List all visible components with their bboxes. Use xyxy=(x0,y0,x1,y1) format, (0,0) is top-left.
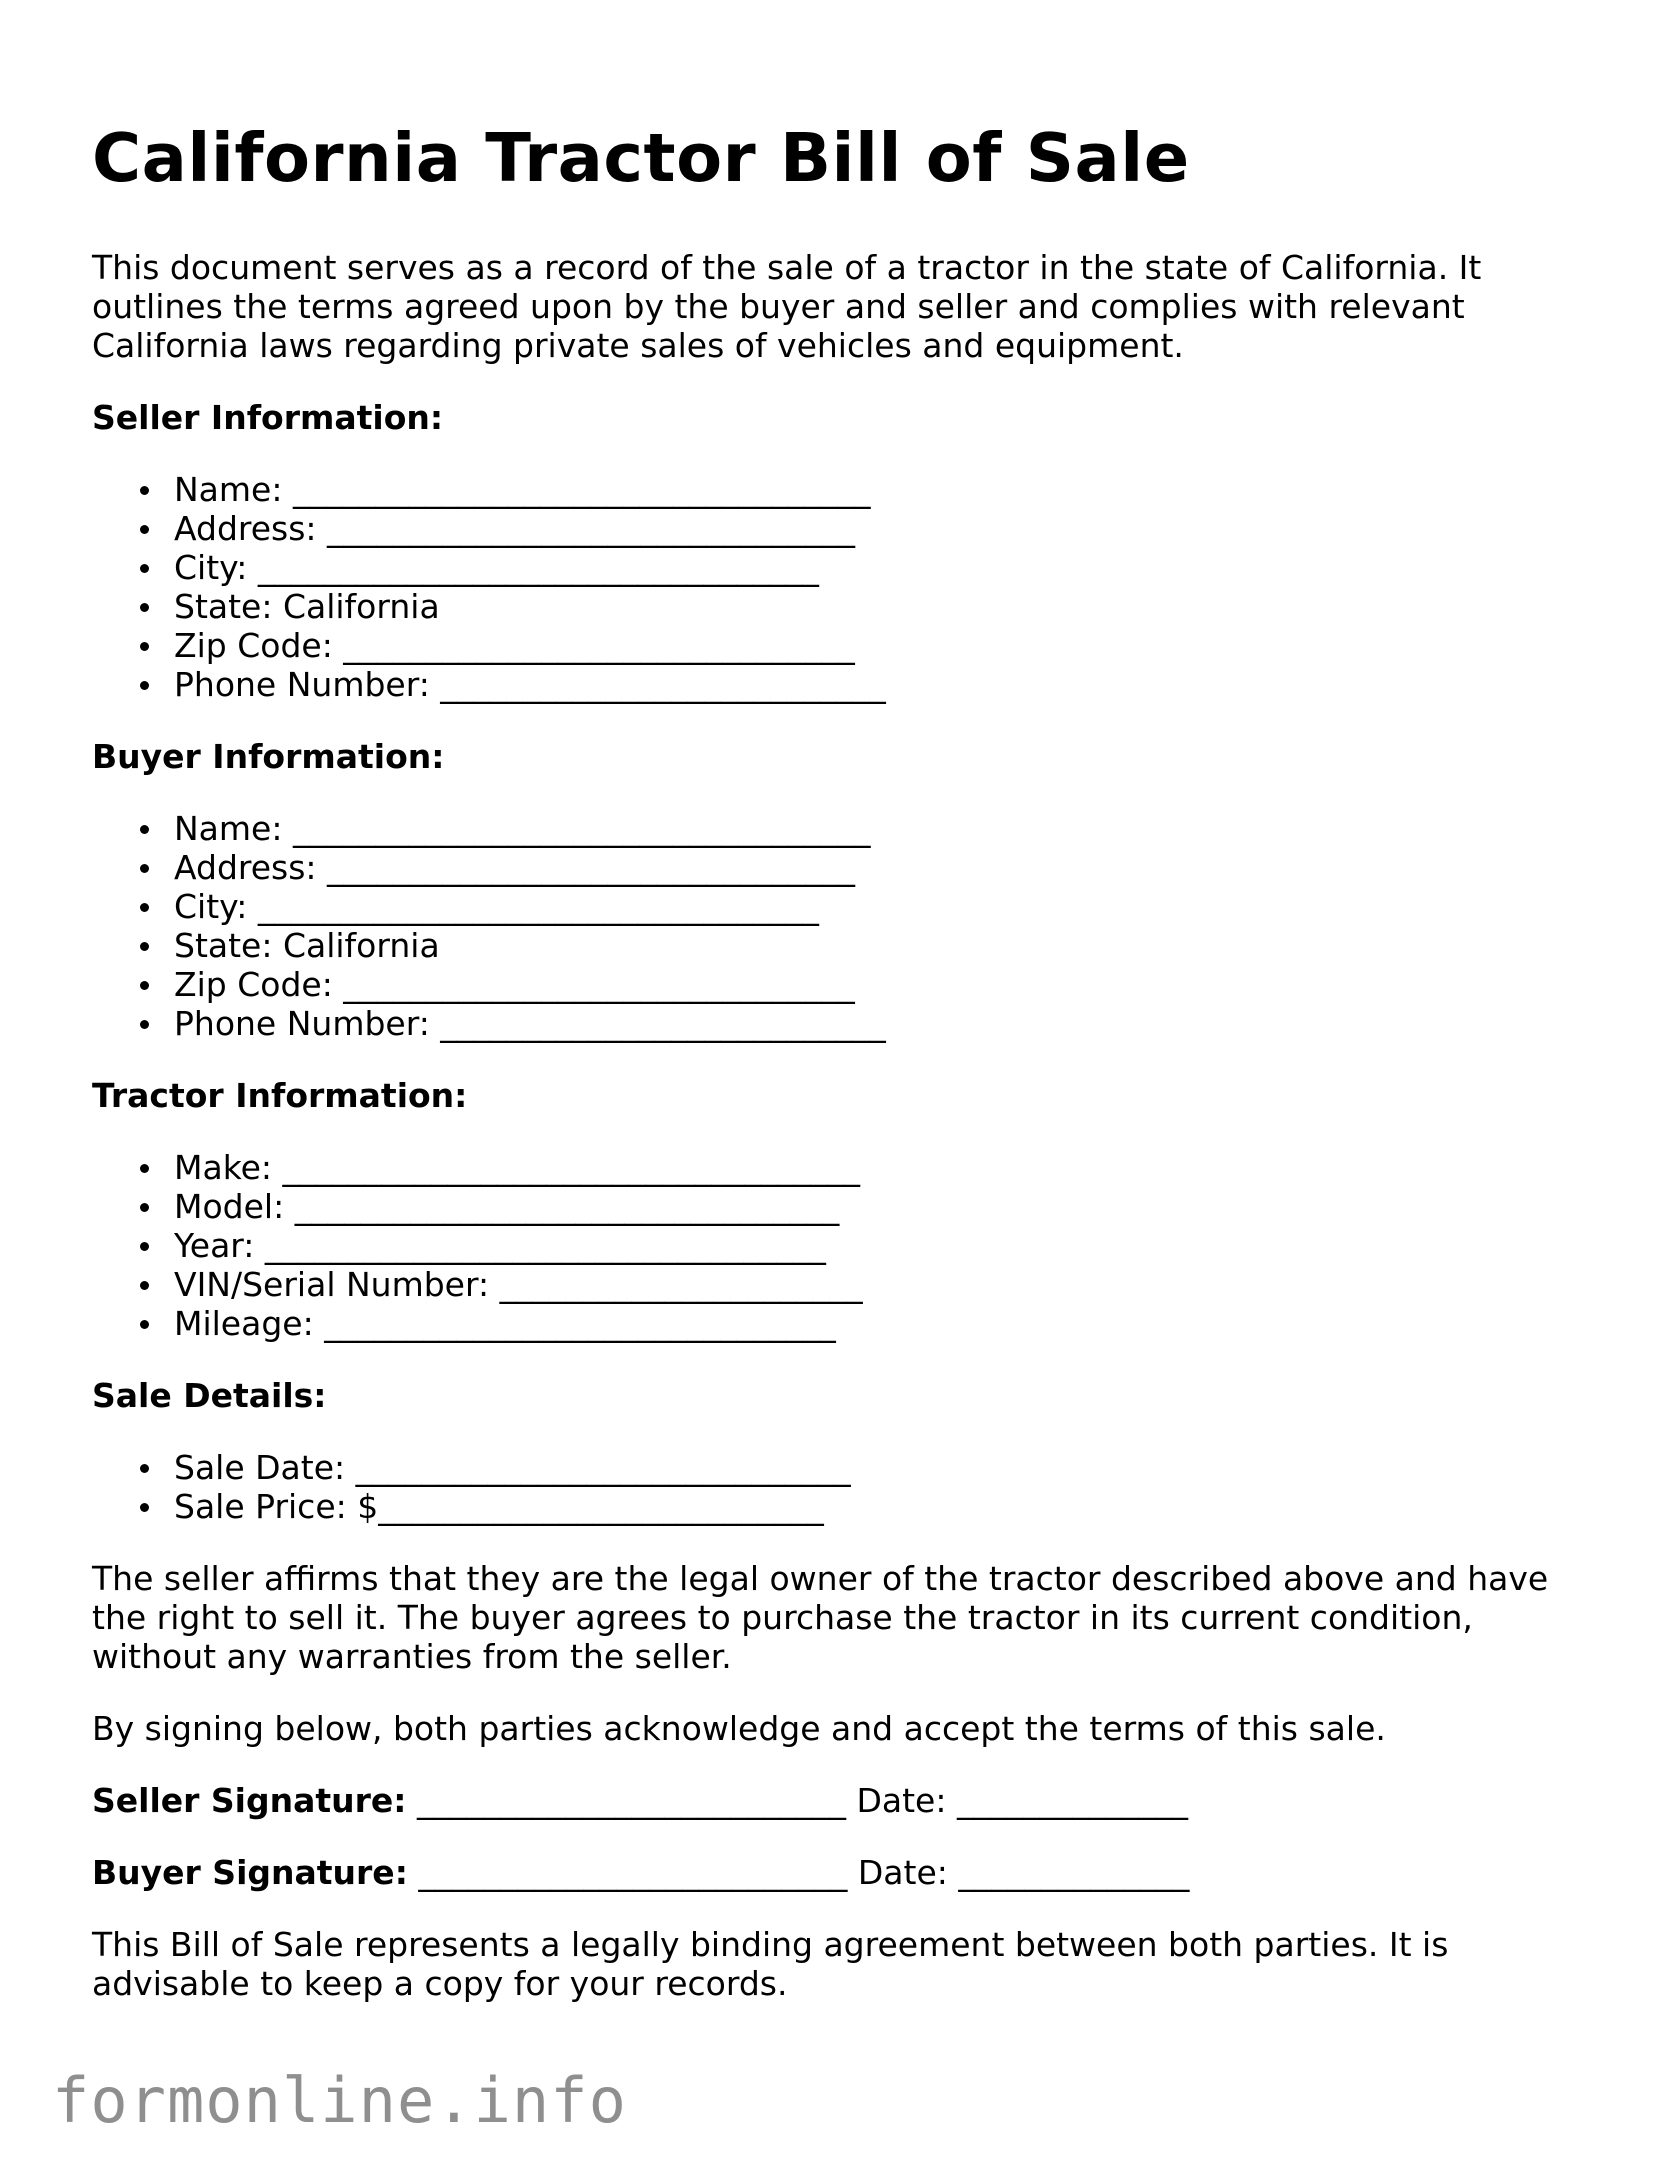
buyer-state-field: State: California xyxy=(174,926,1592,965)
buyer-info-heading: Buyer Information: xyxy=(92,737,445,776)
sale-details-list xyxy=(92,1448,1592,1526)
seller-signature-row xyxy=(92,1781,1592,1820)
tractor-info-list xyxy=(92,1148,1592,1343)
seller-date-field[interactable]: Date: ______________ xyxy=(856,1781,1188,1820)
seller-phone-field[interactable]: Phone Number: ___________________________ xyxy=(174,665,1592,704)
tractor-make-field[interactable]: Make: ___________________________________ xyxy=(174,1148,1592,1187)
seller-city-field[interactable]: City: __________________________________ xyxy=(174,548,1592,587)
seller-name-field[interactable]: Name: ___________________________________ xyxy=(174,470,1592,509)
seller-signature-line[interactable]: __________________________ xyxy=(406,1781,857,1820)
seller-signature-label: Seller Signature: xyxy=(92,1781,407,1820)
buyer-signature-label: Buyer Signature: xyxy=(92,1853,408,1892)
buyer-info-list xyxy=(92,809,1592,1043)
closing-paragraph: This Bill of Sale represents a legally binding agreement between both parties. It is advisable to keep a copy for your records. xyxy=(92,1925,1449,2003)
buyer-date-field[interactable]: Date: ______________ xyxy=(857,1853,1190,1892)
buyer-name-field[interactable]: Name: ___________________________________ xyxy=(174,809,1592,848)
buyer-phone-field[interactable]: Phone Number: ___________________________ xyxy=(174,1004,1592,1043)
document-title: California Tractor Bill of Sale xyxy=(92,119,1190,197)
affirmation-paragraph: The seller affirms that they are the legal owner of the tractor described above and have the right to sell it. The buyer agrees to purchase the tractor in its current condition, without any warranties from the seller. xyxy=(92,1559,1549,1676)
intro-paragraph: This document serves as a record of the sale of a tractor in the state of California. It outlines the terms agreed upon by the buyer and seller and complies with relevant California laws regarding private sales of vehicles and equipment. xyxy=(92,248,1482,365)
seller-zip-field[interactable]: Zip Code: _______________________________ xyxy=(174,626,1592,665)
tractor-mileage-field[interactable]: Mileage: _______________________________ xyxy=(174,1304,1592,1343)
tractor-info-heading: Tractor Information: xyxy=(92,1076,468,1115)
acknowledgement-paragraph: By signing below, both parties acknowledge and accept the terms of this sale. xyxy=(92,1709,1386,1748)
tractor-model-field[interactable]: Model: _________________________________ xyxy=(174,1187,1592,1226)
sale-date-field[interactable]: Sale Date: ______________________________ xyxy=(174,1448,1592,1487)
buyer-address-field[interactable]: Address: ________________________________ xyxy=(174,848,1592,887)
sale-price-field[interactable]: Sale Price: $___________________________ xyxy=(174,1487,1592,1526)
tractor-vin-field[interactable]: VIN/Serial Number: ______________________ xyxy=(174,1265,1592,1304)
seller-info-heading: Seller Information: xyxy=(92,398,444,437)
seller-address-field[interactable]: Address: ________________________________ xyxy=(174,509,1592,548)
buyer-zip-field[interactable]: Zip Code: _______________________________ xyxy=(174,965,1592,1004)
sale-details-heading: Sale Details: xyxy=(92,1376,327,1415)
watermark: formonline.info xyxy=(52,2064,627,2137)
buyer-signature-line[interactable]: __________________________ xyxy=(407,1853,858,1892)
seller-info-list xyxy=(92,470,1592,704)
tractor-year-field[interactable]: Year: __________________________________ xyxy=(174,1226,1592,1265)
seller-state-field: State: California xyxy=(174,587,1592,626)
document-page xyxy=(92,118,1592,2036)
buyer-signature-row xyxy=(92,1853,1592,1892)
buyer-city-field[interactable]: City: __________________________________ xyxy=(174,887,1592,926)
